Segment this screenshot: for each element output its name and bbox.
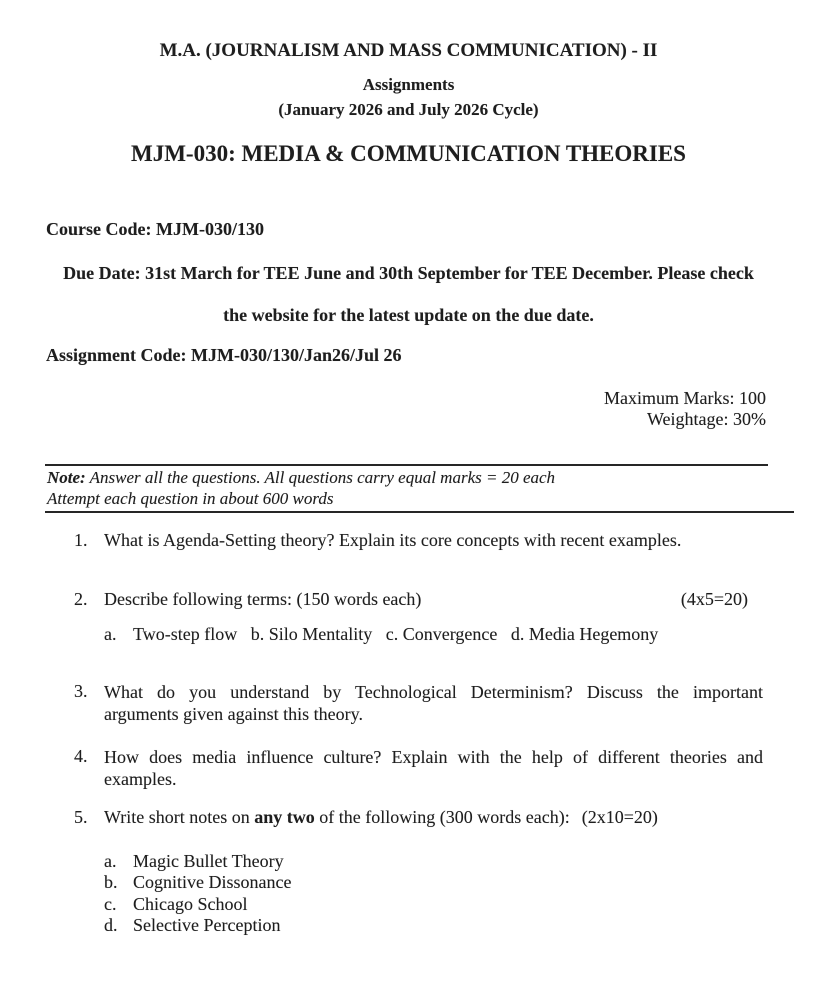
question-5-text-bold: any two (254, 807, 315, 827)
subitem-a-marker: a. (104, 851, 117, 871)
question-3-number: 3. (74, 681, 88, 701)
list-item (0, 894, 817, 915)
course-title: MJM-030: MEDIA & COMMUNICATION THEORIES (131, 141, 686, 166)
question-5-text (104, 807, 658, 828)
note-label: Note: (47, 468, 86, 487)
note-rule-bottom (45, 511, 794, 513)
question-1-text: What is Agenda-Setting theory? Explain its core concepts with recent examples. (104, 530, 682, 550)
note-line (47, 468, 555, 488)
course-code: Course Code: MJM-030/130 (46, 219, 264, 239)
note-line2: Attempt each question in about 600 words (47, 489, 334, 508)
question-5-marks: (2x10=20) (581, 807, 658, 827)
subitem-a-text: Magic Bullet Theory (133, 851, 284, 871)
note-rule-top (45, 464, 768, 466)
question-2-number: 2. (74, 589, 88, 609)
question-5-subitems (0, 851, 817, 936)
weightage: Weightage: 30% (646, 409, 766, 429)
question-1-number: 1. (74, 530, 88, 550)
list-item (0, 872, 817, 893)
subitem-d-text: Selective Perception (133, 914, 281, 935)
question-2-marks: (4x5=20) (680, 589, 748, 609)
subitem-c-text: Chicago School (133, 893, 248, 914)
due-date-line2: the website for the latest update on the due date. (223, 305, 594, 325)
question-2-subitem-text: Two-step flow b. Silo Mentality c. Convergence d. Media Hegemony (133, 624, 659, 644)
question-2-subitem-marker: a. (104, 624, 117, 644)
question-4-number: 4. (74, 746, 88, 766)
question-5-number: 5. (74, 807, 88, 827)
note-text: Answer all the questions. All questions carry equal marks = 20 each (85, 468, 556, 487)
question-5-text-suffix: of the following (300 words each): (314, 807, 570, 827)
subitem-c-marker: c. (104, 893, 117, 914)
subitem-b-marker: b. (104, 872, 118, 893)
question-4-text (104, 746, 763, 790)
question-4-line2: examples. (104, 769, 177, 789)
question-3-line2: arguments given against this theory. (104, 704, 363, 724)
subitem-b-text: Cognitive Dissonance (133, 872, 292, 893)
due-date-line1: Due Date: 31st March for TEE June and 30th September for TEE December. Please check (63, 263, 754, 283)
question-3-line1: What do you understand by Technological Determinism? Discuss the important (104, 682, 763, 702)
subitem-d-marker: d. (104, 914, 118, 935)
question-2-text: Describe following terms: (150 words each) (104, 589, 422, 609)
question-3-text (104, 681, 763, 725)
assignments-heading: Assignments (362, 75, 455, 94)
list-item (0, 915, 817, 936)
list-item (0, 851, 817, 872)
maximum-marks: Maximum Marks: 100 (604, 388, 766, 408)
assignment-code: Assignment Code: MJM-030/130/Jan26/Jul 26 (46, 345, 402, 365)
question-4-line1: How does media influence culture? Explain with the help of different theories and (104, 747, 763, 767)
cycle-heading: (January 2026 and July 2026 Cycle) (278, 100, 539, 119)
program-title: M.A. (JOURNALISM AND MASS COMMUNICATION) - II (159, 40, 658, 61)
question-5-text-prefix: Write short notes on (104, 807, 255, 827)
